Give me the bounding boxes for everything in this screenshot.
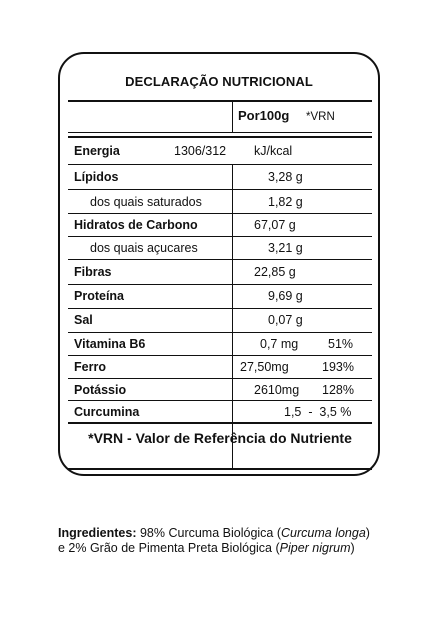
- row-value: 2610mg: [254, 383, 300, 397]
- header-per-100g: Por100g: [238, 108, 290, 123]
- latin-name: Piper nigrum: [279, 541, 351, 555]
- rule: [68, 308, 372, 309]
- row-vrn: 193%: [322, 360, 354, 374]
- row-name: Fibras: [74, 265, 112, 279]
- rule: [68, 378, 372, 379]
- row-value: 1,82 g: [268, 195, 303, 209]
- row-vrn: 51%: [328, 337, 354, 351]
- latin-name: Curcuma longa: [281, 526, 366, 540]
- row-name: dos quais açucares: [90, 241, 198, 255]
- row-value: 3,28 g: [268, 170, 303, 184]
- energy-value: 1306/312: [174, 144, 227, 158]
- row-value: 0,7 mg: [260, 337, 299, 351]
- column-divider: [232, 100, 233, 132]
- vrn-footnote: *VRN - Valor de Referência do Nutriente: [88, 430, 352, 446]
- row-value: 1,5 - 3,5 %: [284, 405, 352, 419]
- rule: [68, 422, 372, 424]
- rule: [68, 355, 372, 356]
- rule-bottom: [68, 468, 372, 470]
- ingredients-part: 98% Curcuma Biológica (: [136, 526, 282, 540]
- rule: [68, 400, 372, 401]
- nutrition-table: [68, 100, 372, 472]
- rule-top: [68, 100, 372, 102]
- rule: [68, 236, 372, 237]
- ingredients-title: Ingredientes:: [58, 526, 137, 540]
- row-name: Proteína: [74, 289, 125, 303]
- rule: [68, 213, 372, 214]
- row-name: Curcumina: [74, 405, 140, 419]
- rule: [68, 259, 372, 260]
- row-vrn: 128%: [322, 383, 354, 397]
- label-title: DECLARAÇÃO NUTRICIONAL: [125, 74, 313, 89]
- energy-label: Energia: [74, 144, 120, 158]
- row-value: 27,50mg: [240, 360, 289, 374]
- nutrition-label: [58, 52, 380, 476]
- ingredients-text: [58, 526, 378, 556]
- energy-unit: kJ/kcal: [254, 144, 293, 158]
- rule: [68, 189, 372, 190]
- row-value: 67,07 g: [254, 218, 296, 232]
- row-value: 0,07 g: [268, 313, 303, 327]
- row-name: Sal: [74, 313, 93, 327]
- row-name: Vitamina B6: [74, 337, 146, 351]
- rule: [68, 164, 372, 165]
- ingredients-part: ) e 2% Grão de Pimenta Preta Biológica (: [58, 526, 370, 555]
- row-name: Hidratos de Carbono: [74, 218, 198, 232]
- rule-header-double: [68, 136, 372, 138]
- rule-header: [68, 132, 372, 133]
- row-name: dos quais saturados: [90, 195, 202, 209]
- header-vrn: *VRN: [306, 111, 335, 123]
- row-name: Lípidos: [74, 170, 119, 184]
- row-name: Ferro: [74, 360, 106, 374]
- ingredients-part: ): [350, 541, 355, 555]
- row-value: 9,69 g: [268, 289, 303, 303]
- rule: [68, 284, 372, 285]
- row-value: 22,85 g: [254, 265, 296, 279]
- row-name: Potássio: [74, 383, 127, 397]
- row-value: 3,21 g: [268, 241, 303, 255]
- rule: [68, 332, 372, 333]
- column-divider: [232, 164, 233, 468]
